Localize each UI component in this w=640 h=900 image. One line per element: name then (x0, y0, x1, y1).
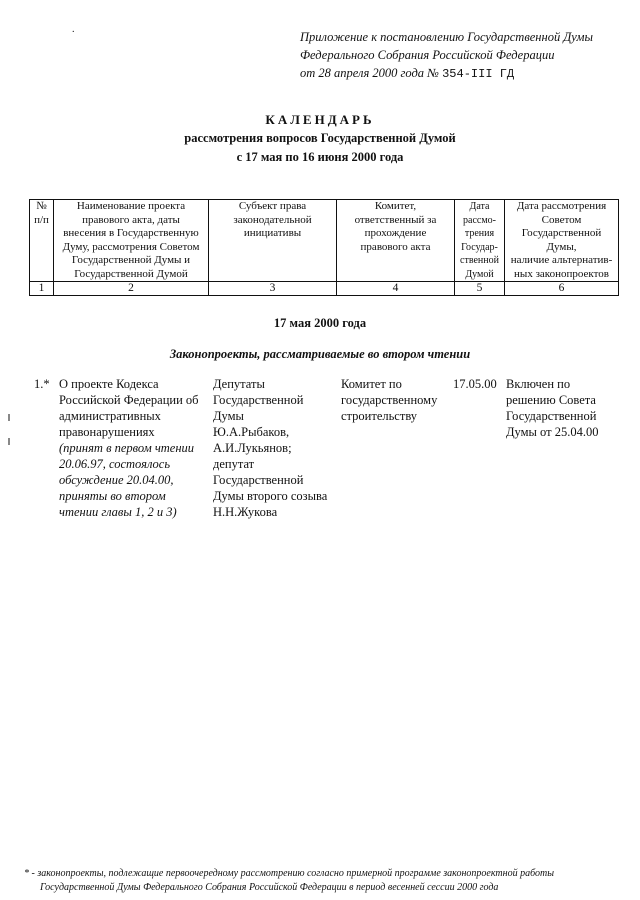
margin-mark (8, 414, 10, 421)
column-number: 3 (209, 282, 337, 296)
header-row (30, 200, 619, 282)
header-cell-committee: Комитет, ответственный за прохождение правового акта (337, 200, 455, 282)
appendix-line-1: Приложение к постановлению Государственной Думы (300, 30, 593, 44)
header-cell-council-date: Дата рассмотрения Советом Государственной Думы, наличие альтернатив- ных законопроектов (505, 200, 619, 282)
entry-number: 1.* (34, 377, 50, 391)
entry-duma-date: 17.05.00 (453, 377, 497, 391)
appendix-note (300, 28, 593, 83)
resolution-number: 354-III ГД (442, 67, 515, 81)
entry-committee: Комитет по государственному строительству (341, 377, 438, 423)
column-number: 6 (505, 282, 619, 296)
footnote-line-1: * - законопроекты, подлежащие первоочередному рассмотрению согласно примерной программе законопроектной работы (24, 868, 554, 879)
column-number-row (30, 282, 619, 296)
appendix-date: от 28 апреля 2000 года № (300, 66, 439, 80)
document-subtitle: рассмотрения вопросов Государственной Думой (184, 131, 456, 145)
appendix-line-2: Федерального Собрания Российской Федерации (300, 48, 555, 62)
column-number: 2 (54, 282, 209, 296)
entry-bill-name: О проекте Кодекса Российской Федерации об административных правонарушениях (принят в первом чтении 20.06.97, состоялось обсуждение 20.04.00, приняты во втором чтении главы 1, 2 и 3) (59, 377, 199, 519)
stray-mark: . (72, 24, 75, 35)
footnote-line-2: Государственной Думы Федерального Собрания Российской Федерации в период весенней сессии 2000 года (40, 882, 499, 893)
entry-subject: Депутаты Государственной Думы Ю.А.Рыбаков, А.И.Лукьянов; депутат Государственной Думы второго созыва Н.Н.Жукова (213, 377, 328, 519)
header-cell-subject: Субъект права законодательной инициативы (209, 200, 337, 282)
document-title: КАЛЕНДАРЬ (265, 112, 375, 127)
date-heading: 17 мая 2000 года (273, 316, 367, 330)
header-cell-bill-name: Наименование проекта правового акта, даты внесения в Государственную Думу, рассмотрения Советом Государственной Думы и Государственной Думой (54, 200, 209, 282)
entry-council-decision: Включен по решению Совета Государственной Думы от 25.04.00 (506, 377, 599, 439)
calendar-header-table (29, 199, 619, 296)
section-heading: Законопроекты, рассматриваемые во втором чтении (169, 347, 471, 361)
column-number: 1 (30, 282, 54, 296)
column-number: 4 (337, 282, 455, 296)
header-cell-duma-date: Дата рассмо- трения Государ- ственной Думой (455, 200, 505, 282)
margin-mark (8, 438, 10, 445)
header-cell-number: № п/п (30, 200, 54, 282)
footnote (24, 867, 554, 895)
column-number: 5 (455, 282, 505, 296)
appendix-line-3 (300, 64, 593, 83)
document-period: с 17 мая по 16 июня 2000 года (236, 150, 404, 164)
